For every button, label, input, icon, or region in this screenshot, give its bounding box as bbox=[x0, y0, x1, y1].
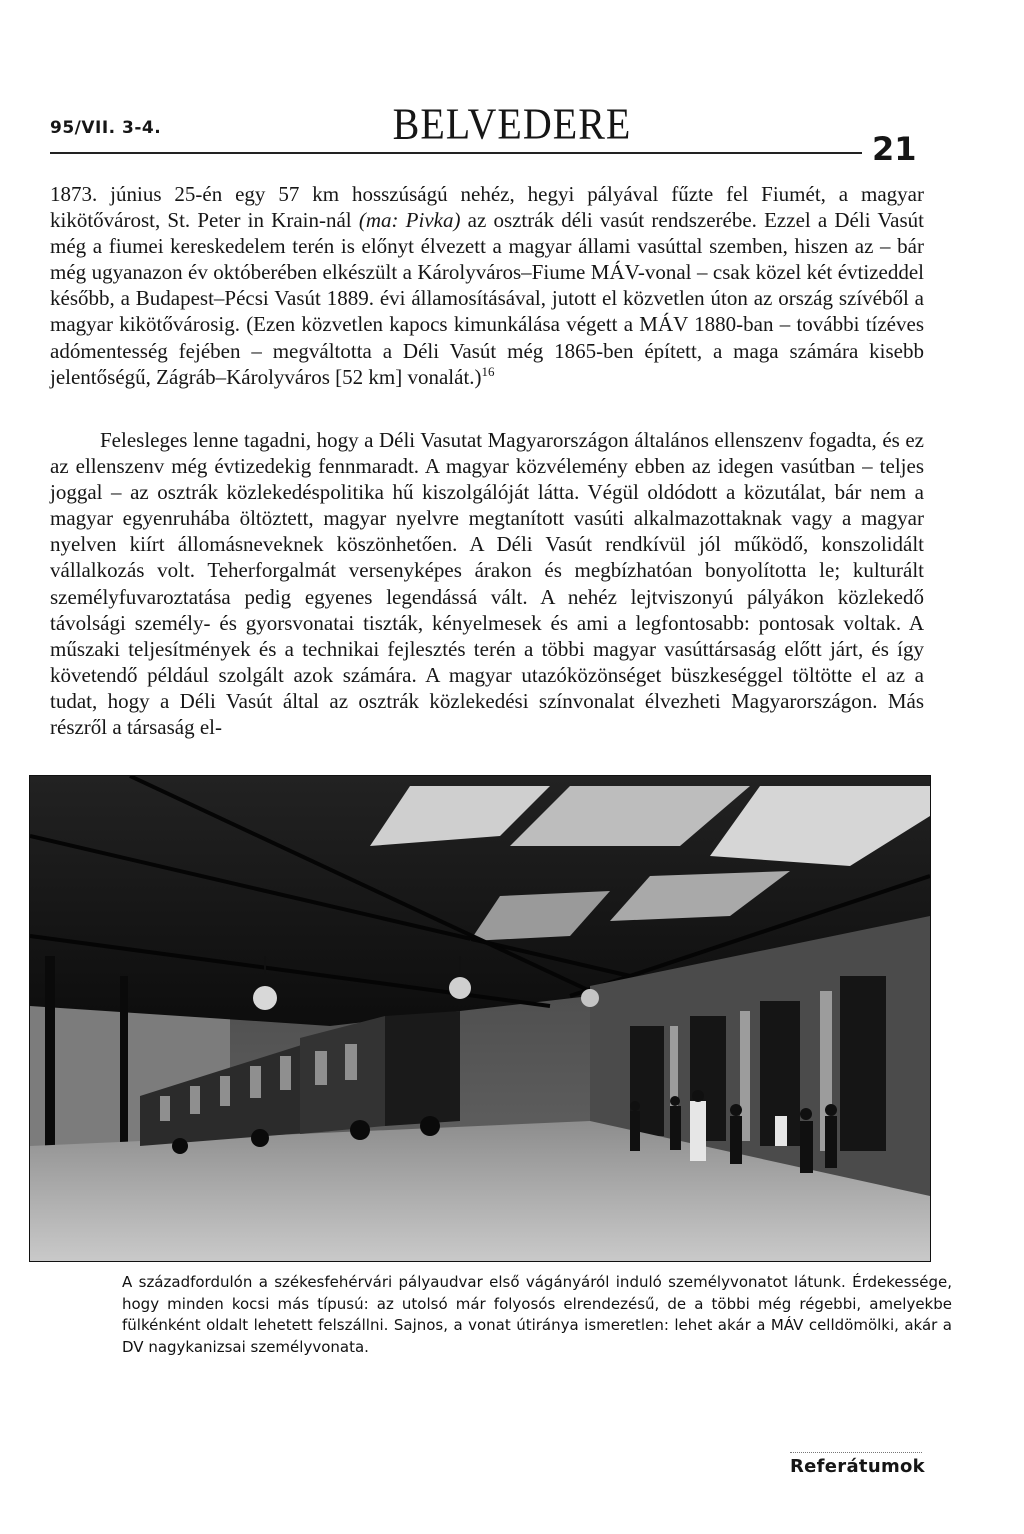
header-rule bbox=[50, 152, 862, 154]
station-photograph bbox=[29, 775, 931, 1262]
section-footer: Referátumok bbox=[790, 1456, 925, 1477]
issue-number: 95/VII. 3-4. bbox=[50, 118, 162, 138]
photo-caption: A századfordulón a székesfehérvári pályaudvar első vágányáról induló személyvonatot látunk. Érdekessége, hogy minden kocsi más típusú: az utolsó már folyosós elrendezésű, de a többi még régebbi, amelyekbe fülkénként oldalt lehetett felszállni. Sajnos, a vonat útiránya ismeretlen: lehet akár a MÁV celldömölki, akár a DV nagykanizsai személyvonata. bbox=[122, 1273, 952, 1356]
body-paragraph-2: Felesleges lenne tagadni, hogy a Déli Vasutat Magyarországon általános ellenszenv fogadta, és ez az ellenszenv még évtizedekig fennmaradt. A magyar közvélemény ebben az idegen vasútban – teljes joggal – az osztrák közlekedéspolitika hű kiszolgálóját látta. Végül oldódott a közutálat, bár nem a magyar egyenruhába öltöztett, magyar nyelvre megtanított vasúti alkalmazottaknak vagy a magyar nyelven kiírt állomásneveknek köszönhetően. A Déli Vasút rendkívül jól működő, konszolidált vállalkozás volt. Teherforgalmát versenyképes árakon és megbízhatóan bonyolította le; kulturált személyfuvaroztatása pedig egyenes legendássá vált. A nehéz lejtviszonyú pályákon közlekedő távolsági személy- és gyorsvonatai tiszták, kényelmesek és ami a legfontosabb: pontosak voltak. A műszaki teljesítmények és a technikai fejlesztés terén a többi magyar vasúttársaság előtt járt, és így követendő például szolgált azok számára. A magyar utazóközönséget büszkeséggel töltötte el az a tudat, hogy a Déli Vasút által az osztrák közlekedési színvonalat élvezheti Magyarországon. Más részről a társaság el- bbox=[50, 428, 924, 740]
footer-rule bbox=[790, 1452, 922, 1453]
photograph-illustration bbox=[30, 776, 930, 1261]
paragraph-italic-text: (ma: Pivka) bbox=[358, 208, 461, 233]
body-paragraph-1 bbox=[50, 181, 924, 390]
journal-title: BELVEDERE bbox=[392, 99, 632, 149]
paragraph-text: 1873. június 25-én egy 57 km hosszúságú nehéz, hegyi pályával fűzte fel Fiumét, a magyar kikötővárost, St. Peter in Krain-nál bbox=[50, 182, 924, 233]
footnote-reference: 16 bbox=[481, 363, 495, 379]
page-number: 21 bbox=[872, 130, 917, 168]
paragraph-text: az osztrák déli vasút rendszerébe. Ezzel a Déli Vasút még a fiumei kereskedelem terén is előnyt élvezett a magyar állami vasúttal szemben, hiszen az – bár még ugyanazon év októberében elkészült a Károlyváros–Fiume MÁV-vonal – csak közel két évtizeddel később, a Budapest–Pécsi Vasút 1889. évi államosításával, jutott el közvetlen úton az ország szívéből a magyar kikötővárosig. (Ezen közvetlen kapocs kimunkálása végett a MÁV 1880-ban – további tízéves adómentesség fejében – megváltotta a Déli Vasút még 1865-ben épített, a maga számára kisebb jelentőségű, Zágráb–Károlyváros [52 km] vonalát.) bbox=[50, 208, 925, 389]
